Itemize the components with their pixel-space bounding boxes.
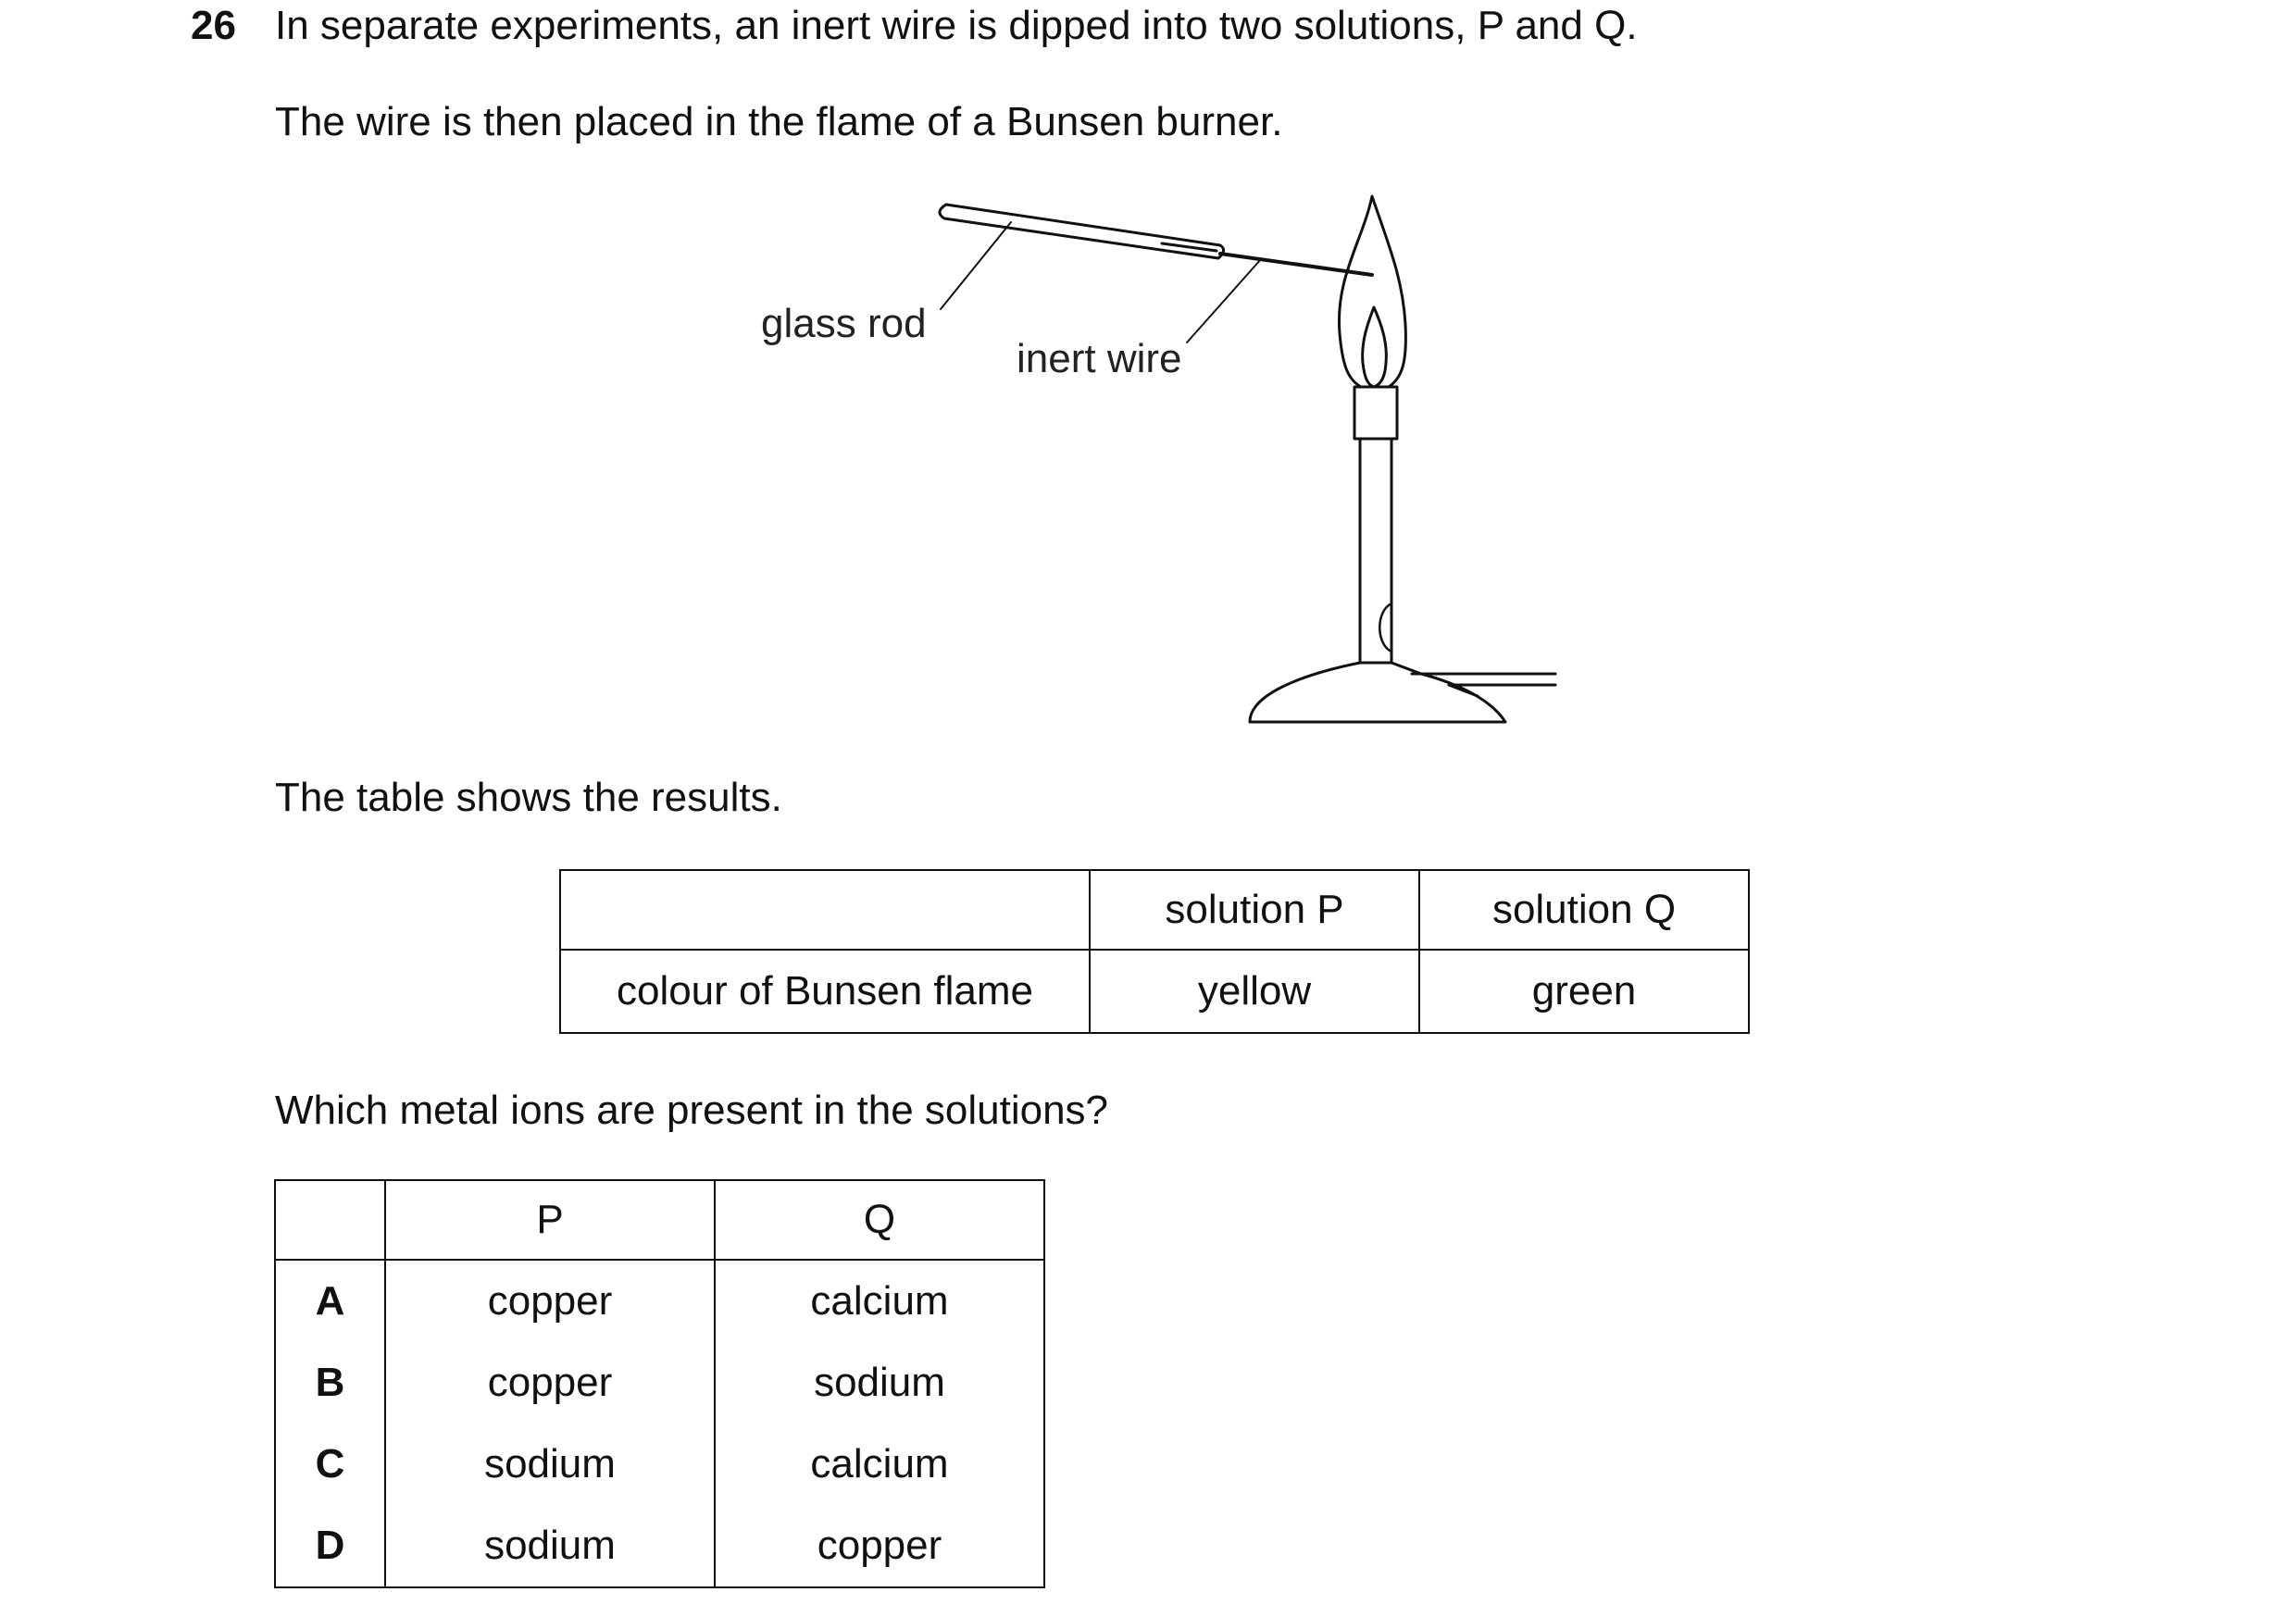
- option-letter: B: [275, 1342, 385, 1424]
- answer-option-c[interactable]: [275, 1424, 1044, 1505]
- glass-rod-label: glass rod: [761, 301, 927, 346]
- results-table: [559, 869, 1750, 1034]
- results-header-row: [560, 870, 1749, 950]
- table-intro: The table shows the results.: [275, 775, 782, 820]
- option-q-value: sodium: [715, 1342, 1044, 1424]
- bunsen-burner-diagram: [0, 0, 2296, 759]
- burner-collar: [1354, 387, 1397, 439]
- options-header-q: Q: [715, 1180, 1044, 1260]
- answer-options-table: [274, 1179, 1045, 1588]
- question-stem-line-2: The wire is then placed in the flame of a Bunsen burner.: [275, 99, 1283, 144]
- option-letter: A: [275, 1260, 385, 1342]
- question-stem-line-1: In separate experiments, an inert wire is dipped into two solutions, P and Q.: [275, 3, 1638, 48]
- option-q-value: copper: [715, 1505, 1044, 1587]
- option-p-value: copper: [385, 1260, 715, 1342]
- table-row: [560, 950, 1749, 1033]
- option-p-value: sodium: [385, 1424, 715, 1505]
- results-cell-q: green: [1419, 950, 1749, 1033]
- option-p-value: copper: [385, 1342, 715, 1424]
- options-header-p: P: [385, 1180, 715, 1260]
- burner-barrel: [1360, 439, 1391, 663]
- answer-option-d[interactable]: [275, 1505, 1044, 1587]
- question-number: 26: [191, 3, 236, 48]
- results-header-blank: [560, 870, 1090, 950]
- answer-option-a[interactable]: [275, 1260, 1044, 1342]
- glass-rod-leader: [941, 222, 1011, 309]
- inert-wire-leader: [1187, 259, 1261, 342]
- option-letter: D: [275, 1505, 385, 1587]
- results-row-label: colour of Bunsen flame: [560, 950, 1090, 1033]
- results-cell-p: yellow: [1090, 950, 1419, 1033]
- options-header-row: [275, 1180, 1044, 1260]
- outer-flame: [1339, 196, 1405, 387]
- results-header-solution-q: solution Q: [1419, 870, 1749, 950]
- option-q-value: calcium: [715, 1424, 1044, 1505]
- option-q-value: calcium: [715, 1260, 1044, 1342]
- option-letter: C: [275, 1424, 385, 1505]
- glass-rod: [940, 205, 1224, 258]
- option-p-value: sodium: [385, 1505, 715, 1587]
- inner-flame: [1363, 307, 1387, 387]
- results-header-solution-p: solution P: [1090, 870, 1419, 950]
- question-prompt: Which metal ions are present in the solutions?: [275, 1088, 1109, 1133]
- options-header-blank: [275, 1180, 385, 1260]
- inert-wire-label: inert wire: [1017, 336, 1182, 381]
- answer-option-b[interactable]: [275, 1342, 1044, 1424]
